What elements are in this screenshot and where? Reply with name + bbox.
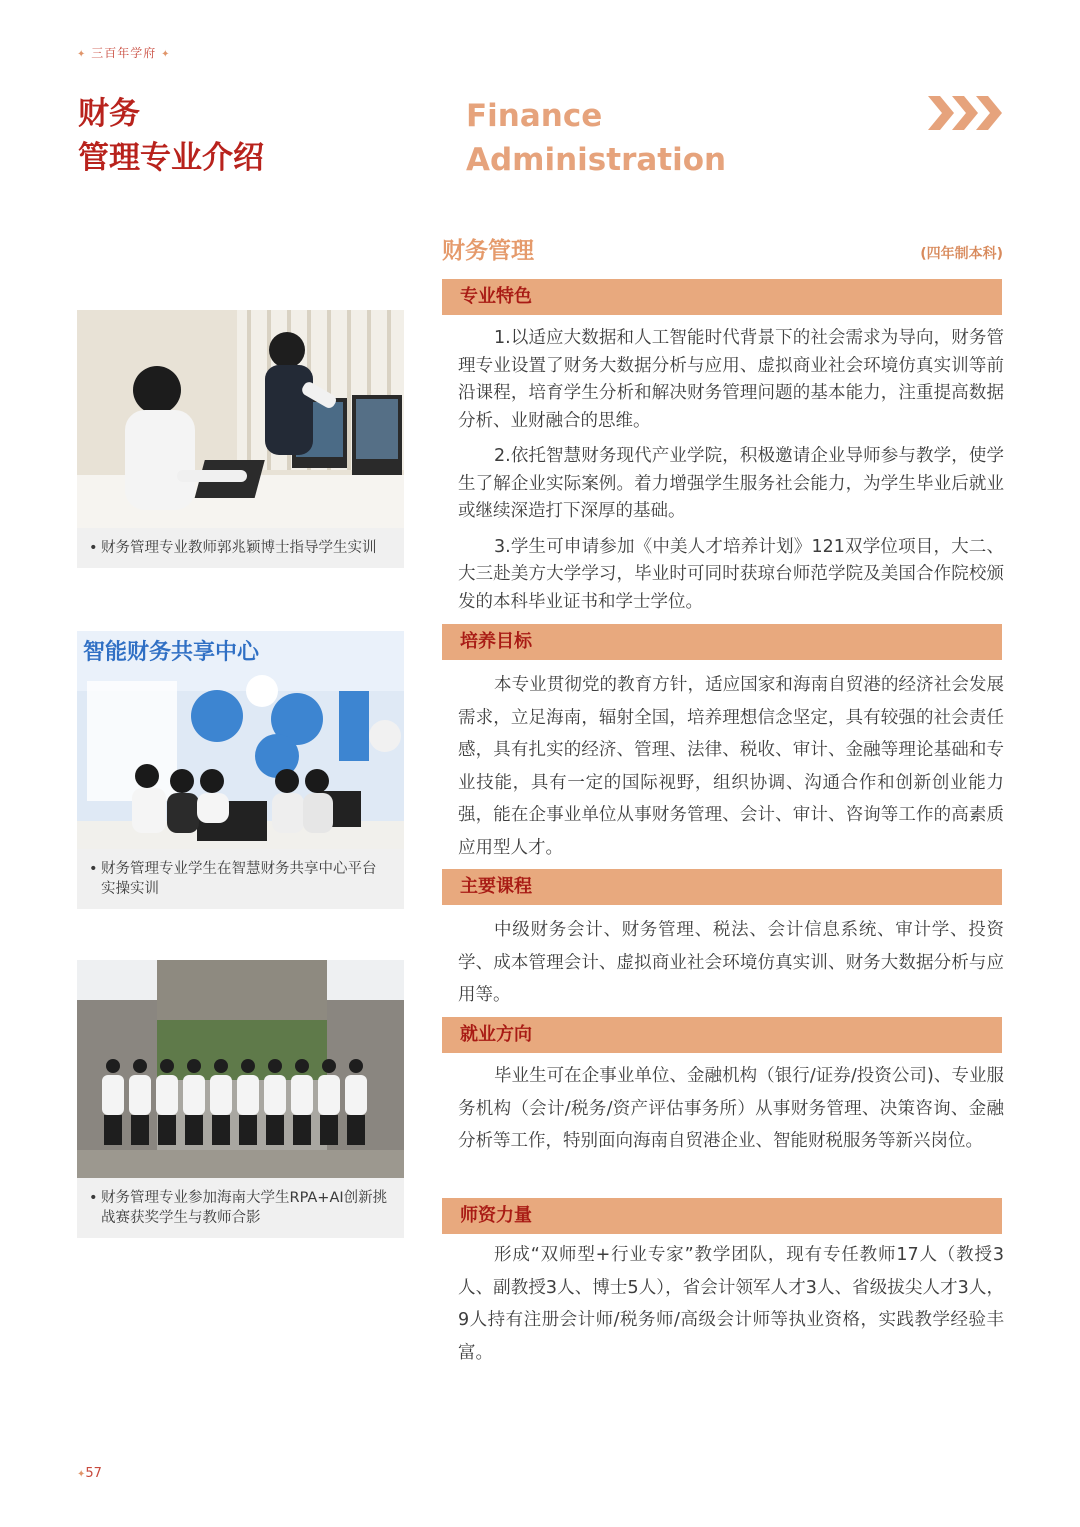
english-title-line2: Administration	[466, 142, 727, 178]
chinese-title-line1: 财务	[78, 96, 140, 132]
photo-finance-sharing-center	[77, 631, 404, 849]
section-bar-careers: 就业方向	[442, 1017, 1002, 1053]
photo-group-award	[77, 960, 404, 1178]
program-years: (四年制本科)	[920, 246, 1003, 262]
goals-paragraph: 本专业贯彻党的教育方针，适应国家和海南自贸港的经济社会发展需求，立足海南，辐射全国，培养理想信念坚定，具有较强的社会责任感，具有扎实的经济、管理、法律、税收、审计、金融等理论基础和专业技能，具有一定的国际视野，组织协调、沟通合作和创新创业能力强，能在企事业单位从事财务管理、会计、审计、咨询等工作的高素质应用型人才。	[458, 675, 1004, 858]
careers-text	[458, 1060, 1004, 1166]
bullet-icon: •	[89, 540, 98, 556]
photo-card-2	[77, 631, 404, 909]
english-title	[466, 94, 726, 182]
section-bar-goals: 培养目标	[442, 624, 1002, 660]
major-name: 财务管理	[442, 238, 534, 264]
header-mark	[77, 44, 170, 61]
chinese-title-line2: 管理专业介绍	[78, 140, 264, 176]
faculty-text	[458, 1239, 1004, 1377]
bullet-icon: •	[89, 1190, 98, 1206]
careers-paragraph: 毕业生可在企事业单位、金融机构（银行/证券/投资公司)、专业服务机构（会计/税务/资产评估事务所）从事财务管理、决策咨询、金融分析等工作，特别面向海南自贸港企业、智能财税服务等新兴岗位。	[458, 1066, 1004, 1151]
features-paragraph-1: 1.以适应大数据和人工智能时代背景下的社会需求为导向，财务管理专业设置了财务大数据分析与应用、虚拟商业社会环境仿真实训等前沿课程，培育学生分析和解决财务管理问题的基本能力，注重提高数据分析、业财融合的思维。	[458, 328, 1004, 431]
photo-card-3	[77, 960, 404, 1238]
star-icon: ✦	[77, 1469, 86, 1480]
features-text	[458, 325, 1004, 624]
section-bar-courses: 主要课程	[442, 869, 1002, 905]
section-bar-features: 专业特色	[442, 279, 1002, 315]
page-number-text: 57	[85, 1466, 102, 1481]
photo-caption-3-text: 财务管理专业参加海南大学生RPA+AI创新挑战赛获奖学生与教师合影	[101, 1190, 388, 1226]
photo-card-1	[77, 310, 404, 568]
features-paragraph-3: 3.学生可申请参加《中美人才培养计划》121双学位项目，大二、大三赴美方大学学习，毕业时可同时获琼台师范学院及美国合作院校颁发的本科毕业证书和学士学位。	[458, 536, 1004, 612]
features-paragraph-2: 2.依托智慧财务现代产业学院，积极邀请企业导师参与教学，使学生了解企业实际案例。着力增强学生服务社会能力，为学生毕业后就业或继续深造打下深厚的基础。	[458, 446, 1004, 521]
courses-paragraph: 中级财务会计、财务管理、税法、会计信息系统、审计学、投资学、成本管理会计、虚拟商业社会环境仿真实训、财务大数据分析与应用等。	[458, 920, 1004, 1005]
photo-caption-1	[77, 528, 404, 568]
faculty-paragraph: 形成“双师型+行业专家”教学团队，现有专任教师17人（教授3人、副教授3人、博士5人），省会计领军人才3人、省级拔尖人才3人，9人持有注册会计师/税务师/高级会计师等执业资格，实践教学经验丰富。	[458, 1245, 1004, 1363]
photo-caption-2	[77, 849, 404, 909]
photo-caption-2-text: 财务管理专业学生在智慧财务共享中心平台实操实训	[101, 861, 377, 897]
chinese-title	[78, 92, 264, 180]
star-icon: ✦	[161, 49, 171, 60]
star-icon: ✦	[77, 49, 87, 60]
goals-text	[458, 669, 1004, 872]
bullet-icon: •	[89, 861, 98, 877]
chevrons-icon	[928, 96, 1004, 130]
section-bar-faculty: 师资力量	[442, 1198, 1002, 1234]
header-mark-text: 三百年学府	[91, 46, 157, 60]
courses-text	[458, 914, 1004, 1020]
photo-caption-3	[77, 1178, 404, 1238]
photo-caption-1-text: 财务管理专业教师郭兆颖博士指导学生实训	[101, 540, 377, 556]
page-number	[77, 1466, 102, 1481]
english-title-line1: Finance	[466, 98, 603, 134]
sign-text: 智能财务共享中心	[83, 640, 260, 665]
photo-teacher-guiding-student	[77, 310, 404, 528]
